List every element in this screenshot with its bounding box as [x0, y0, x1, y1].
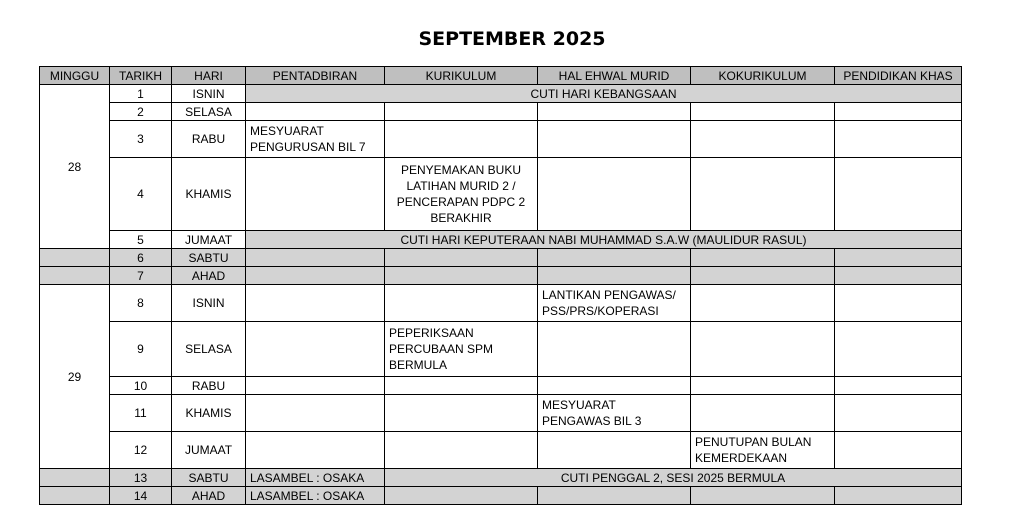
day-cell: JUMAAT [172, 231, 246, 249]
kokurikulum-cell [691, 121, 835, 158]
hem-cell [538, 487, 691, 505]
header-kokurikulum: KOKURIKULUM [691, 67, 835, 85]
pendidikan-khas-cell [835, 103, 962, 121]
table-row [40, 322, 962, 377]
pendidikan-khas-cell [835, 487, 962, 505]
week-cell: 29 [40, 285, 110, 469]
header-tarikh: TARIKH [110, 67, 172, 85]
hem-cell [538, 267, 691, 285]
table-row [40, 103, 962, 121]
day-cell: AHAD [172, 487, 246, 505]
date-cell: 7 [110, 267, 172, 285]
date-cell: 9 [110, 322, 172, 377]
pentadbiran-cell: MESYUARAT PENGURUSAN BIL 7 [246, 121, 385, 158]
kurikulum-cell [385, 267, 538, 285]
day-cell: JUMAAT [172, 432, 246, 469]
hem-cell [538, 249, 691, 267]
kurikulum-cell: PEPERIKSAAN PERCUBAAN SPM BERMULA [385, 322, 538, 377]
kokurikulum-cell [691, 285, 835, 322]
table-row [40, 249, 962, 267]
table-row [40, 285, 962, 322]
kurikulum-cell: PENYEMAKAN BUKU LATIHAN MURID 2 / PENCERAPAN PDPC 2 BERAKHIR [385, 158, 538, 231]
table-row [40, 377, 962, 395]
pentadbiran-cell [246, 395, 385, 432]
date-cell: 1 [110, 85, 172, 103]
date-cell: 6 [110, 249, 172, 267]
hem-cell: MESYUARAT PENGAWAS BIL 3 [538, 395, 691, 432]
day-cell: ISNIN [172, 285, 246, 322]
table-row [40, 432, 962, 469]
day-cell: KHAMIS [172, 158, 246, 231]
week-cell [40, 267, 110, 285]
pendidikan-khas-cell [835, 249, 962, 267]
pentadbiran-cell [246, 322, 385, 377]
day-cell: KHAMIS [172, 395, 246, 432]
date-cell: 13 [110, 469, 172, 487]
date-cell: 5 [110, 231, 172, 249]
header-row [40, 67, 962, 85]
pendidikan-khas-cell [835, 285, 962, 322]
kokurikulum-cell [691, 395, 835, 432]
pendidikan-khas-cell [835, 322, 962, 377]
pendidikan-khas-cell [835, 377, 962, 395]
pentadbiran-cell [246, 432, 385, 469]
kokurikulum-cell [691, 322, 835, 377]
hem-cell [538, 377, 691, 395]
holiday-cell: CUTI HARI KEPUTERAAN NABI MUHAMMAD S.A.W (MAULIDUR RASUL) [246, 231, 962, 249]
date-cell: 2 [110, 103, 172, 121]
kurikulum-cell [385, 285, 538, 322]
pendidikan-khas-cell [835, 395, 962, 432]
table-row [40, 267, 962, 285]
pentadbiran-cell [246, 285, 385, 322]
kokurikulum-cell [691, 158, 835, 231]
page-title: SEPTEMBER 2025 [418, 28, 606, 50]
pendidikan-khas-cell [835, 432, 962, 469]
calendar-table [39, 66, 962, 505]
pentadbiran-cell: LASAMBEL : OSAKA [246, 487, 385, 505]
pentadbiran-cell [246, 103, 385, 121]
day-cell: SABTU [172, 469, 246, 487]
hem-cell [538, 121, 691, 158]
day-cell: SABTU [172, 249, 246, 267]
header-kurikulum: KURIKULUM [385, 67, 538, 85]
kurikulum-cell [385, 249, 538, 267]
week-cell [40, 249, 110, 267]
day-cell: SELASA [172, 103, 246, 121]
kurikulum-cell [385, 377, 538, 395]
kurikulum-cell [385, 395, 538, 432]
kokurikulum-cell [691, 267, 835, 285]
kokurikulum-cell [691, 377, 835, 395]
pendidikan-khas-cell [835, 121, 962, 158]
kurikulum-cell [385, 103, 538, 121]
date-cell: 10 [110, 377, 172, 395]
header-pendidikan-khas: PENDIDIKAN KHAS [835, 67, 962, 85]
date-cell: 4 [110, 158, 172, 231]
day-cell: RABU [172, 121, 246, 158]
kurikulum-cell [385, 121, 538, 158]
hem-cell [538, 103, 691, 121]
pentadbiran-cell [246, 267, 385, 285]
header-hari: HARI [172, 67, 246, 85]
kokurikulum-cell [691, 103, 835, 121]
date-cell: 8 [110, 285, 172, 322]
kokurikulum-cell [691, 487, 835, 505]
pendidikan-khas-cell [835, 158, 962, 231]
hem-cell [538, 432, 691, 469]
kurikulum-cell [385, 432, 538, 469]
pentadbiran-cell: LASAMBEL : OSAKA [246, 469, 385, 487]
table-row [40, 231, 962, 249]
pendidikan-khas-cell [835, 267, 962, 285]
header-minggu: MINGGU [40, 67, 110, 85]
kokurikulum-cell: PENUTUPAN BULAN KEMERDEKAAN [691, 432, 835, 469]
header-hem: HAL EHWAL MURID [538, 67, 691, 85]
day-cell: AHAD [172, 267, 246, 285]
table-row [40, 158, 962, 231]
table-row [40, 487, 962, 505]
kurikulum-cell [385, 487, 538, 505]
header-pentadbiran: PENTADBIRAN [246, 67, 385, 85]
holiday-cell: CUTI HARI KEBANGSAAN [246, 85, 962, 103]
pentadbiran-cell [246, 158, 385, 231]
table-row [40, 395, 962, 432]
table-row [40, 121, 962, 158]
week-cell: 28 [40, 85, 110, 249]
hem-cell: LANTIKAN PENGAWAS/ PSS/PRS/KOPERASI [538, 285, 691, 322]
date-cell: 12 [110, 432, 172, 469]
table-row [40, 85, 962, 103]
pentadbiran-cell [246, 249, 385, 267]
week-cell [40, 487, 110, 505]
hem-cell [538, 322, 691, 377]
hem-cell [538, 158, 691, 231]
table-row [40, 469, 962, 487]
pentadbiran-cell [246, 377, 385, 395]
week-cell [40, 469, 110, 487]
date-cell: 3 [110, 121, 172, 158]
day-cell: SELASA [172, 322, 246, 377]
day-cell: ISNIN [172, 85, 246, 103]
date-cell: 11 [110, 395, 172, 432]
holiday-cell: CUTI PENGGAL 2, SESI 2025 BERMULA [385, 469, 962, 487]
date-cell: 14 [110, 487, 172, 505]
day-cell: RABU [172, 377, 246, 395]
kokurikulum-cell [691, 249, 835, 267]
